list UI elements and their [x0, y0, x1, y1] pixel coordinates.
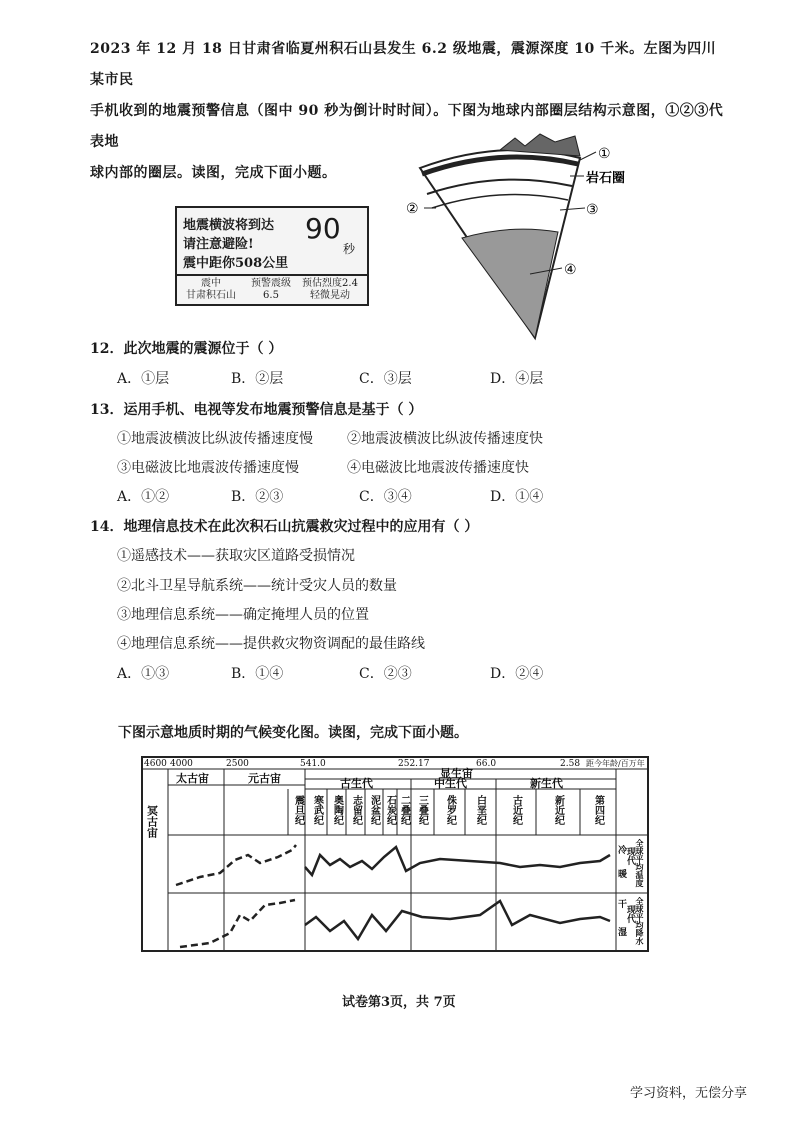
- eon-archean: 太古宙: [176, 772, 209, 785]
- intro-line-2: 手机收到的地震预警信息（图中 90 秒为倒计时时间）。下图为地球内部圈层结构示意图，①②③代表地: [90, 103, 724, 150]
- q13-option-b: B．②③: [231, 489, 284, 505]
- age-66: 66.0: [476, 759, 497, 769]
- q13-statement-4: ④电磁波比地震波传播速度快: [347, 460, 529, 476]
- q14-statement-4: ④地理信息系统——提供救灾物资调配的最佳路线: [117, 636, 425, 652]
- age-541: 541.0: [300, 759, 326, 769]
- label-warm: 暖: [618, 870, 628, 880]
- earth-interior-diagram: [400, 128, 640, 348]
- era-mesozoic: 中生代: [434, 777, 467, 790]
- age-4000: 4000: [170, 759, 193, 769]
- label-present-2: 现代: [625, 905, 635, 923]
- label-dry: 干: [618, 900, 628, 910]
- q13-statement-1: ①地震波横波比纵波传播速度慢: [117, 431, 313, 447]
- alert-bottom-bar: [177, 274, 367, 306]
- q12-option-c: C．③层: [359, 371, 412, 387]
- layer-label-4: ④: [564, 262, 577, 278]
- earthquake-alert-image: [175, 206, 369, 306]
- period-triassic: 三叠纪: [416, 795, 428, 825]
- layer-label-3: ③: [586, 202, 599, 218]
- age-2-58: 2.58: [560, 759, 581, 769]
- q12-option-a: A．①层: [117, 371, 170, 387]
- layer-label-2: ②: [406, 201, 419, 217]
- label-present-1: 现代: [625, 847, 635, 865]
- q12-option-d: D．④层: [490, 371, 544, 387]
- label-cold: 冷: [618, 846, 628, 856]
- alert-line-3: 震中距你508公里: [183, 256, 289, 271]
- era-cenozoic: 新生代: [530, 777, 563, 790]
- geologic-climate-chart: [140, 755, 670, 955]
- question-14-stem: 14．地理信息技术在此次积石山抗震救灾过程中的应用有（ ）: [90, 519, 479, 535]
- age-252: 252.17: [398, 759, 430, 769]
- alert-intensity: 预估烈度2.4 轻微晃动: [302, 278, 358, 301]
- q14-statement-1: ①遥感技术——获取灾区道路受损情况: [117, 548, 355, 564]
- alert-epicenter: 震中 甘肃积石山: [186, 278, 236, 301]
- label-wet: 湿: [618, 928, 628, 938]
- period-quaternary: 第四纪: [592, 795, 604, 825]
- q14-option-a: A．①③: [117, 666, 170, 682]
- layer-label-1: ①: [598, 146, 611, 162]
- alert-magnitude: 预警震级 6.5: [251, 278, 291, 301]
- q14-statement-2: ②北斗卫星导航系统——统计受灾人员的数量: [117, 578, 397, 594]
- intro-line-1: 2023 年 12 月 18 日甘肃省临夏州积石山县发生 6.2 级地震，震源深度 10 千米。左图为四川某市民: [90, 41, 717, 88]
- q13-option-d: D．①④: [490, 489, 544, 505]
- watermark-note: 学习资料，无偿分享: [630, 1086, 748, 1101]
- lithosphere-label: 岩石圈: [586, 171, 626, 186]
- period-jurassic: 侏罗纪: [444, 795, 456, 825]
- period-sinian: 震旦纪: [292, 795, 304, 825]
- eon-phanerozoic: 显生宙: [440, 767, 473, 780]
- alert-countdown-unit: 秒: [343, 242, 356, 256]
- period-paleogene: 古近纪: [510, 795, 522, 825]
- q12-option-b: B．②层: [231, 371, 284, 387]
- q14-option-c: C．②③: [359, 666, 412, 682]
- q13-statement-2: ②地震波横波比纵波传播速度快: [347, 431, 543, 447]
- age-2500: 2500: [226, 759, 249, 769]
- alert-line-2: 请注意避险!: [183, 237, 254, 252]
- era-paleozoic: 古生代: [340, 777, 373, 790]
- q13-statement-3: ③电磁波比地震波传播速度慢: [117, 460, 299, 476]
- period-neogene: 新近纪: [552, 795, 564, 825]
- period-silurian: 志留纪: [350, 795, 362, 825]
- page-footer: 试卷第3页，共 7页: [342, 995, 456, 1010]
- q13-option-c: C．③④: [359, 489, 412, 505]
- age-unit: 距今年龄/百万年: [586, 759, 645, 768]
- period-cretaceous: 白垩纪: [474, 795, 486, 825]
- intro-line-3: 球内部的圈层。读图，完成下面小题。: [90, 165, 337, 181]
- eon-hadean: 冥古宙: [145, 805, 159, 838]
- age-4600: 4600: [144, 759, 167, 769]
- period-devonian: 泥盆纪: [368, 795, 380, 825]
- period-permian: 二叠纪: [398, 795, 410, 825]
- period-carboniferous: 石炭纪: [384, 795, 396, 825]
- q14-option-d: D．②④: [490, 666, 544, 682]
- alert-line-1: 地震横波将到达: [183, 218, 275, 233]
- q13-option-a: A．①②: [117, 489, 170, 505]
- period-cambrian: 寒武纪: [311, 795, 323, 825]
- label-temp: 全球平均温度: [635, 839, 645, 887]
- q14-statement-3: ③地理信息系统——确定掩埋人员的位置: [117, 607, 369, 623]
- label-precip: 全球平均降水: [635, 897, 645, 945]
- eon-proterozoic: 元古宙: [248, 772, 281, 785]
- climate-intro: 下图示意地质时期的气候变化图。读图，完成下面小题。: [118, 725, 468, 741]
- period-ordovician: 奥陶纪: [331, 795, 343, 825]
- alert-countdown: 90: [305, 212, 341, 245]
- q14-option-b: B．①④: [231, 666, 284, 682]
- question-12-stem: 12．此次地震的震源位于（ ）: [90, 341, 283, 357]
- question-13-stem: 13．运用手机、电视等发布地震预警信息是基于（ ）: [90, 402, 423, 418]
